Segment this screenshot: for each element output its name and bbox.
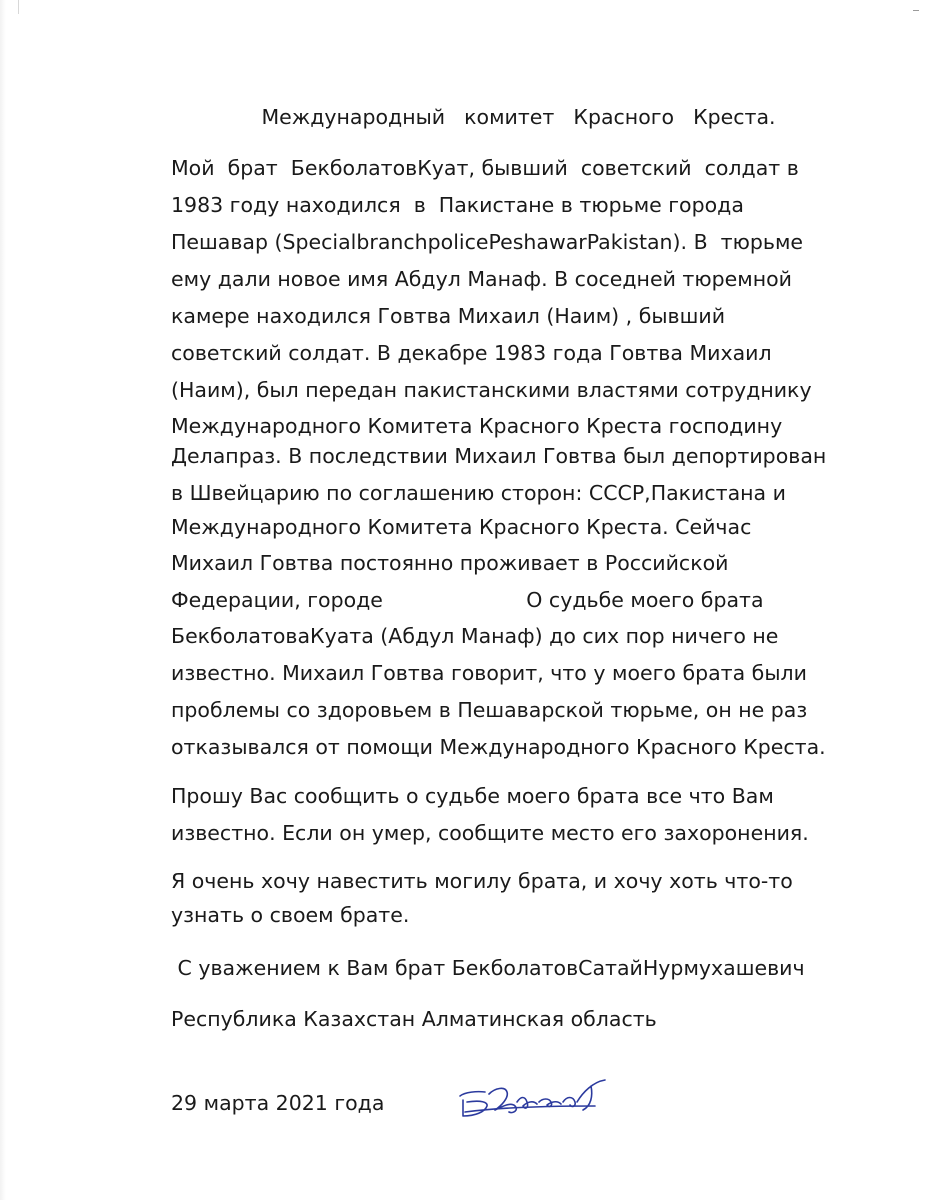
body-line: Мой брат БекболатовКуат, бывший советский солдат в bbox=[171, 156, 799, 180]
signature bbox=[455, 1072, 625, 1122]
body-line: узнать о своем брате. bbox=[171, 903, 410, 927]
address-line: Республика Казахстан Алматинская область bbox=[171, 1007, 657, 1031]
body-line: ему дали новое имя Абдул Манаф. В соседней тюремной bbox=[171, 267, 792, 291]
body-line: известно. Если он умер, сообщите место его захоронения. bbox=[171, 821, 809, 845]
body-line: советский солдат. В декабре 1983 года Говтва Михаил bbox=[171, 341, 772, 365]
body-line: Я очень хочу навестить могилу брата, и хочу хоть что-то bbox=[171, 869, 793, 893]
body-line: (Наим), был передан пакистанскими властями сотруднику bbox=[171, 378, 812, 402]
scan-edge-shade bbox=[0, 0, 6, 1200]
body-line: отказывался от помощи Международного Красного Креста. bbox=[171, 735, 826, 759]
body-line: Михаил Говтва постоянно проживает в Российской bbox=[171, 551, 729, 575]
letter-title: Международный комитет Красного Креста. bbox=[261, 105, 776, 129]
body-line: камере находился Говтва Михаил (Наим) , бывший bbox=[171, 304, 726, 328]
body-line: Прошу Вас сообщить о судьбе моего брата все что Вам bbox=[171, 784, 774, 808]
body-line: известно. Михаил Говтва говорит, что у моего брата были bbox=[171, 661, 807, 685]
closing-line: С уважением к Вам брат БекболатовСатайНурмухашевич bbox=[171, 956, 805, 980]
body-line: Международного Комитета Красного Креста господину bbox=[171, 414, 783, 438]
body-line: Делапраз. В последствии Михаил Говтва был депортирован bbox=[171, 444, 827, 468]
body-line: в Швейцарию по соглашению сторон: СССР,Пакистана и bbox=[171, 481, 786, 505]
date-line: 29 марта 2021 года bbox=[171, 1091, 385, 1115]
scan-corner-mark bbox=[913, 10, 919, 11]
body-line: проблемы со здоровьем в Пешаварской тюрьме, он не раз bbox=[171, 698, 808, 722]
body-line: Международного Комитета Красного Креста. Сейчас bbox=[171, 515, 752, 539]
body-line: 1983 году находился в Пакистане в тюрьме города bbox=[171, 193, 744, 217]
body-line: Федерации, городе О судьбе моего брата bbox=[171, 588, 764, 612]
body-line: БекболатоваКуата (Абдул Манаф) до сих пор ничего не bbox=[171, 624, 779, 648]
body-line: Пешавар (SpecialbranchpolicePeshawarPakistan). В тюрьме bbox=[171, 230, 804, 254]
scan-corner-mark-left bbox=[18, 0, 19, 14]
